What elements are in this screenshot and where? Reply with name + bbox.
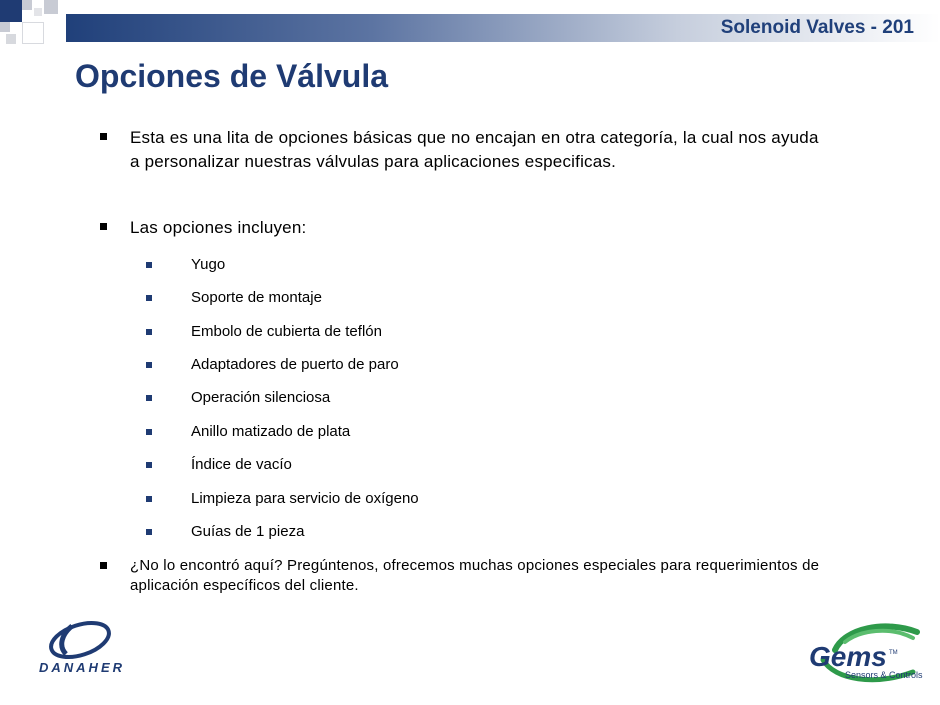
option-text: Índice de vacío	[191, 456, 292, 473]
square-bullet-icon	[146, 295, 152, 301]
decor-square	[0, 0, 22, 22]
decor-square	[6, 34, 16, 44]
gems-logo-subtext: Sensors & Controls	[845, 670, 923, 680]
option-text: Embolo de cubierta de teflón	[191, 323, 382, 340]
square-bullet-icon	[146, 395, 152, 401]
course-label: Solenoid Valves - 201	[720, 17, 914, 38]
square-bullet-icon	[100, 562, 107, 569]
square-bullet-icon	[146, 262, 152, 268]
option-text: Adaptadores de puerto de paro	[191, 356, 399, 373]
decor-square	[0, 22, 10, 32]
square-bullet-icon	[146, 529, 152, 535]
square-bullet-icon	[146, 462, 152, 468]
square-bullet-icon	[146, 429, 152, 435]
decor-square	[22, 22, 44, 44]
danaher-logo-text: DANAHER	[39, 660, 125, 675]
square-bullet-icon	[100, 223, 107, 230]
decor-square	[44, 0, 58, 14]
square-bullet-icon	[100, 133, 107, 140]
option-text: Yugo	[191, 256, 226, 273]
option-text: Guías de 1 pieza	[191, 523, 305, 540]
gems-logo	[805, 620, 930, 690]
gems-tm: TM	[889, 650, 898, 656]
gems-logo-text: Gems	[809, 641, 887, 672]
square-bullet-icon	[146, 329, 152, 335]
option-text: Anillo matizado de plata	[191, 423, 351, 440]
option-text: Limpieza para servicio de oxígeno	[191, 490, 419, 507]
square-bullet-icon	[146, 496, 152, 502]
page-title: Opciones de Válvula	[75, 58, 388, 94]
bullet-text: ¿No lo encontró aquí? Pregúntenos, ofrecemos muchas opciones especiales para requerimientos de aplicación específicos del cliente.	[130, 557, 820, 594]
bullet-text: Esta es una lita de opciones básicas que no encajan en otra categoría, la cual nos ayuda a personalizar nuestras válvulas para aplicaciones especificas.	[130, 128, 819, 171]
decor-square	[34, 8, 42, 16]
option-text: Soporte de montaje	[191, 289, 322, 306]
danaher-logo	[22, 620, 142, 680]
decor-square	[22, 0, 32, 10]
option-text: Operación silenciosa	[191, 389, 331, 406]
square-bullet-icon	[146, 362, 152, 368]
bullet-text: Las opciones incluyen:	[130, 218, 307, 237]
